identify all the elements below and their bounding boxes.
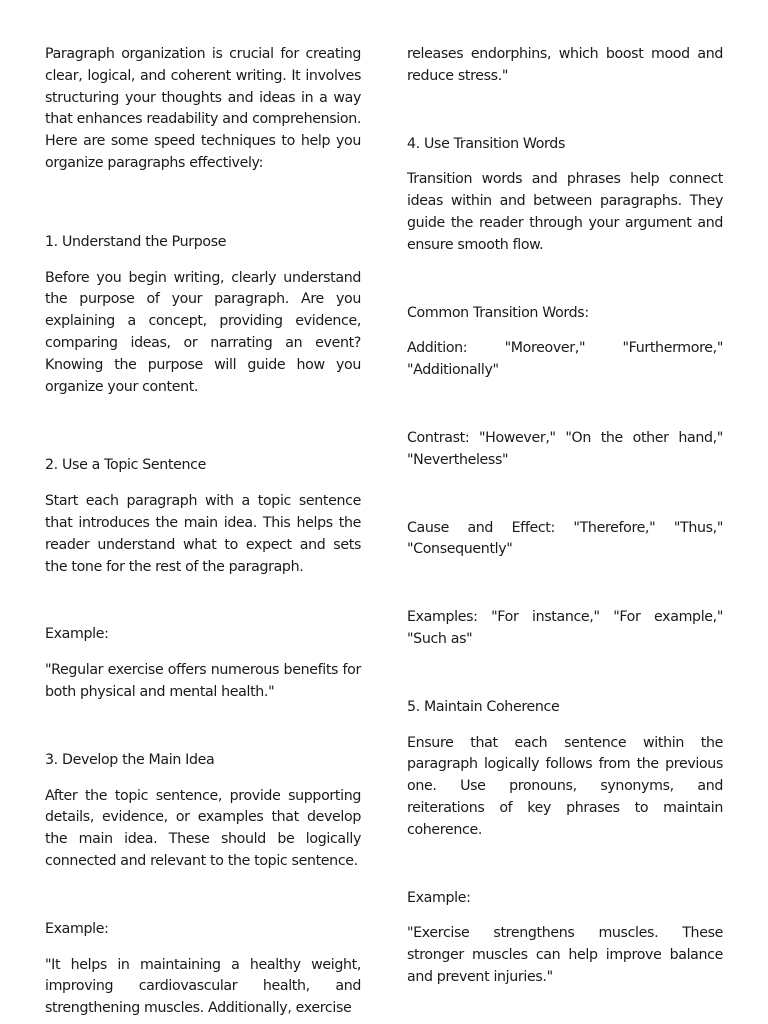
transition-contrast: Contrast: "However," "On the other hand," "Nevertheless"	[407, 429, 723, 468]
left-column	[45, 44, 361, 1020]
section-2-heading: 2. Use a Topic Sentence	[45, 457, 206, 474]
section-4-heading: 4. Use Transition Words	[407, 135, 565, 152]
common-transition-heading: Common Transition Words:	[407, 304, 589, 321]
section-3-example-end: releases endorphins, which boost mood and reduce stress."	[407, 46, 723, 84]
section-2-body: Start each paragraph with a topic sentence that introduces the main idea. This helps the reader understand what to expect and sets the tone for the rest of the paragraph.	[45, 493, 361, 575]
transition-addition: Addition: "Moreover," "Furthermore," "Additionally"	[407, 340, 723, 379]
section-2-example-label: Example:	[45, 626, 109, 643]
section-3-example-start: "It helps in maintaining a healthy weight, improving cardiovascular health, and strengthening muscles. Additionally, exercise	[45, 956, 361, 1017]
section-4-body: Transition words and phrases help connect ideas within and between paragraphs. They guide the reader through your argument and ensure smooth flow.	[407, 171, 723, 253]
section-5-example: "Exercise strengthens muscles. These stronger muscles can help improve balance and prevent injuries."	[407, 925, 723, 985]
transition-cause-effect: Cause and Effect: "Therefore," "Thus," "Consequently"	[407, 519, 723, 558]
section-3-heading: 3. Develop the Main Idea	[45, 751, 215, 768]
section-1-body: Before you begin writing, clearly understand the purpose of your paragraph. Are you explaining a concept, providing evidence, comparing ideas, or narrating an event? Knowing the purpose will guide how you organize your content.	[45, 269, 361, 395]
intro-paragraph: Paragraph organization is crucial for creating clear, logical, and coherent writing. It involves structuring your thoughts and ideas in a way that enhances readability and comprehension. Here are some speed techniques to help you organize paragraphs effectively:	[45, 46, 361, 171]
section-3-example-label: Example:	[45, 920, 109, 937]
section-1-heading: 1. Understand the Purpose	[45, 233, 227, 250]
section-5-body: Ensure that each sentence within the paragraph logically follows from the previous one. Use pronouns, synonyms, and reiterations of key phrases to maintain coherence.	[407, 734, 723, 838]
section-5-heading: 5. Maintain Coherence	[407, 698, 560, 715]
section-3-body: After the topic sentence, provide supporting details, evidence, or examples that develop the main idea. These should be logically connected and relevant to the topic sentence.	[45, 787, 361, 869]
right-column	[407, 44, 723, 989]
transition-examples: Examples: "For instance," "For example," "Such as"	[407, 609, 723, 647]
section-5-example-label: Example:	[407, 889, 471, 906]
section-2-example: "Regular exercise offers numerous benefits for both physical and mental health."	[45, 662, 361, 700]
